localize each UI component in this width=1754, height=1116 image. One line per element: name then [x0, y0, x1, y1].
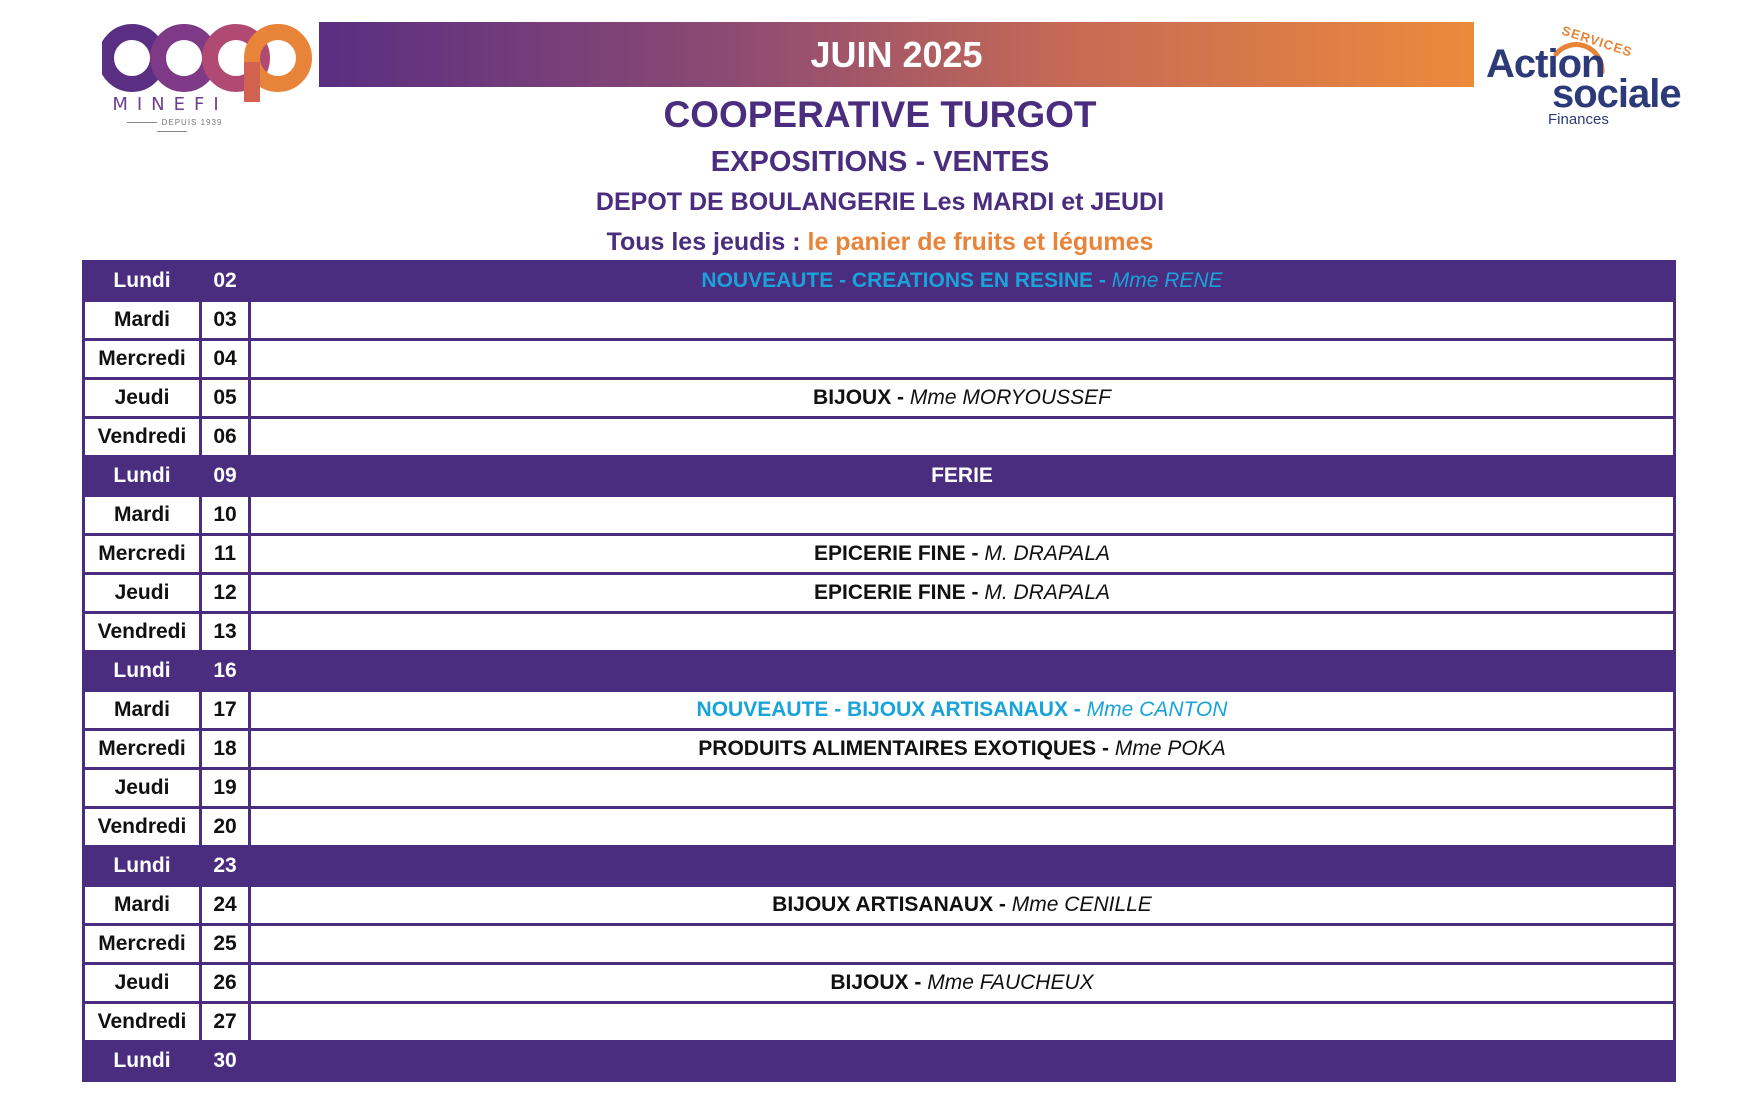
event-title: NOUVEAUTE - BIJOUX ARTISANAUX — [696, 698, 1068, 721]
event-vendor: M. DRAPALA — [984, 581, 1111, 604]
table-row — [84, 886, 1675, 925]
row-date: 11 — [201, 535, 250, 574]
row-date: 27 — [201, 1003, 250, 1042]
row-day: Vendredi — [84, 613, 201, 652]
table-row — [84, 301, 1675, 340]
row-date: 30 — [201, 1042, 250, 1081]
jeudis-notice — [300, 226, 1460, 258]
table-row — [84, 1042, 1675, 1081]
row-event — [250, 262, 1675, 301]
event-separator: - — [891, 386, 910, 409]
row-date: 10 — [201, 496, 250, 535]
row-date: 12 — [201, 574, 250, 613]
page-title: COOPERATIVE TURGOT — [663, 94, 1097, 135]
event-title: BIJOUX ARTISANAUX — [772, 893, 994, 916]
row-date: 02 — [201, 262, 250, 301]
event-vendor: M. DRAPALA — [984, 542, 1111, 565]
action-sociale-logo — [1486, 16, 1682, 136]
row-day: Vendredi — [84, 418, 201, 457]
row-day: Jeudi — [84, 964, 201, 1003]
logo-sociale-text: sociale — [1552, 72, 1681, 116]
table-row — [84, 730, 1675, 769]
table-row — [84, 1003, 1675, 1042]
event-vendor: Mme POKA — [1114, 737, 1226, 760]
row-date: 16 — [201, 652, 250, 691]
event-title: EPICERIE FINE — [813, 542, 966, 565]
row-day: Mercredi — [84, 925, 201, 964]
event-separator: - — [1067, 698, 1087, 721]
row-day: Mardi — [84, 886, 201, 925]
row-event — [250, 964, 1675, 1003]
table-row — [84, 340, 1675, 379]
row-day: Lundi — [84, 262, 201, 301]
row-date: 23 — [201, 847, 250, 886]
coop-logo-graphic — [102, 22, 312, 102]
coop-minefi-logo — [96, 22, 316, 132]
table-row — [84, 652, 1675, 691]
table-row — [84, 535, 1675, 574]
event-separator: - — [965, 581, 985, 604]
row-date: 26 — [201, 964, 250, 1003]
row-day: Vendredi — [84, 1003, 201, 1042]
table-row — [84, 769, 1675, 808]
row-event — [250, 340, 1675, 379]
row-day: Vendredi — [84, 808, 201, 847]
row-event — [250, 886, 1675, 925]
row-event — [250, 496, 1675, 535]
row-date: 06 — [201, 418, 250, 457]
table-row — [84, 262, 1675, 301]
table-row — [84, 574, 1675, 613]
table-row — [84, 925, 1675, 964]
row-date: 04 — [201, 340, 250, 379]
jeudis-highlight: le panier de fruits et légumes — [807, 228, 1154, 256]
row-day: Lundi — [84, 457, 201, 496]
page-subtitle: EXPOSITIONS - VENTES — [710, 146, 1050, 178]
row-date: 25 — [201, 925, 250, 964]
depot-notice: DEPOT DE BOULANGERIE Les MARDI et JEUDI — [595, 188, 1165, 216]
row-date: 09 — [201, 457, 250, 496]
row-event — [250, 652, 1675, 691]
row-day: Mercredi — [84, 535, 201, 574]
row-event — [250, 301, 1675, 340]
table-row — [84, 613, 1675, 652]
table-row — [84, 691, 1675, 730]
logo-minefi-text: MINEFI — [112, 94, 228, 115]
event-separator: - — [993, 893, 1012, 916]
row-day: Lundi — [84, 847, 201, 886]
schedule-table — [82, 260, 1676, 1082]
row-date: 18 — [201, 730, 250, 769]
event-vendor: Mme CENILLE — [1011, 893, 1152, 916]
schedule-body — [84, 262, 1675, 1081]
row-event — [250, 418, 1675, 457]
logo-finances-text: Finances — [1548, 111, 1609, 128]
logo-action-text: Action — [1486, 42, 1605, 86]
row-day: Mardi — [84, 301, 201, 340]
row-date: 20 — [201, 808, 250, 847]
row-date: 24 — [201, 886, 250, 925]
row-event — [250, 847, 1675, 886]
row-event — [250, 1042, 1675, 1081]
row-day: Lundi — [84, 652, 201, 691]
table-row — [84, 964, 1675, 1003]
row-date: 17 — [201, 691, 250, 730]
event-title: BIJOUX — [830, 971, 909, 994]
row-event — [250, 379, 1675, 418]
row-event — [250, 457, 1675, 496]
table-row — [84, 418, 1675, 457]
event-vendor: Mme CANTON — [1086, 698, 1228, 721]
row-date: 13 — [201, 613, 250, 652]
row-event — [250, 769, 1675, 808]
event-separator: - — [908, 971, 928, 994]
row-day: Jeudi — [84, 379, 201, 418]
month-banner: JUIN 2025 — [319, 22, 1474, 87]
row-day: Mercredi — [84, 340, 201, 379]
row-event — [250, 925, 1675, 964]
row-event — [250, 535, 1675, 574]
row-event — [250, 730, 1675, 769]
event-vendor: Mme MORYOUSSEF — [909, 386, 1111, 409]
row-day: Lundi — [84, 1042, 201, 1081]
table-row — [84, 379, 1675, 418]
row-event — [250, 613, 1675, 652]
row-day: Mercredi — [84, 730, 201, 769]
table-row — [84, 457, 1675, 496]
logo-services-text: SERVICES — [1560, 22, 1635, 60]
row-event — [250, 574, 1675, 613]
event-vendor: Mme FAUCHEUX — [927, 971, 1094, 994]
event-separator: - — [1096, 737, 1115, 760]
event-title: EPICERIE FINE — [813, 581, 966, 604]
row-date: 19 — [201, 769, 250, 808]
logo-depuis-text: DEPUIS 1939 — [110, 118, 234, 136]
row-event — [250, 1003, 1675, 1042]
row-day: Jeudi — [84, 574, 201, 613]
event-title: FERIE — [931, 464, 993, 487]
event-title: NOUVEAUTE - CREATIONS EN RESINE — [701, 269, 1094, 292]
row-day: Mardi — [84, 496, 201, 535]
row-day: Mardi — [84, 691, 201, 730]
event-title: PRODUITS ALIMENTAIRES EXOTIQUES — [698, 737, 1097, 760]
row-day: Jeudi — [84, 769, 201, 808]
row-date: 03 — [201, 301, 250, 340]
table-row — [84, 808, 1675, 847]
row-event — [250, 691, 1675, 730]
table-row — [84, 496, 1675, 535]
row-event — [250, 808, 1675, 847]
jeudis-prefix: Tous les jeudis : — [606, 228, 801, 256]
event-separator: - — [965, 542, 985, 565]
event-vendor: Mme RENE — [1111, 269, 1223, 292]
table-row — [84, 847, 1675, 886]
row-date: 05 — [201, 379, 250, 418]
event-title: BIJOUX — [813, 386, 892, 409]
event-separator: - — [1093, 269, 1112, 292]
